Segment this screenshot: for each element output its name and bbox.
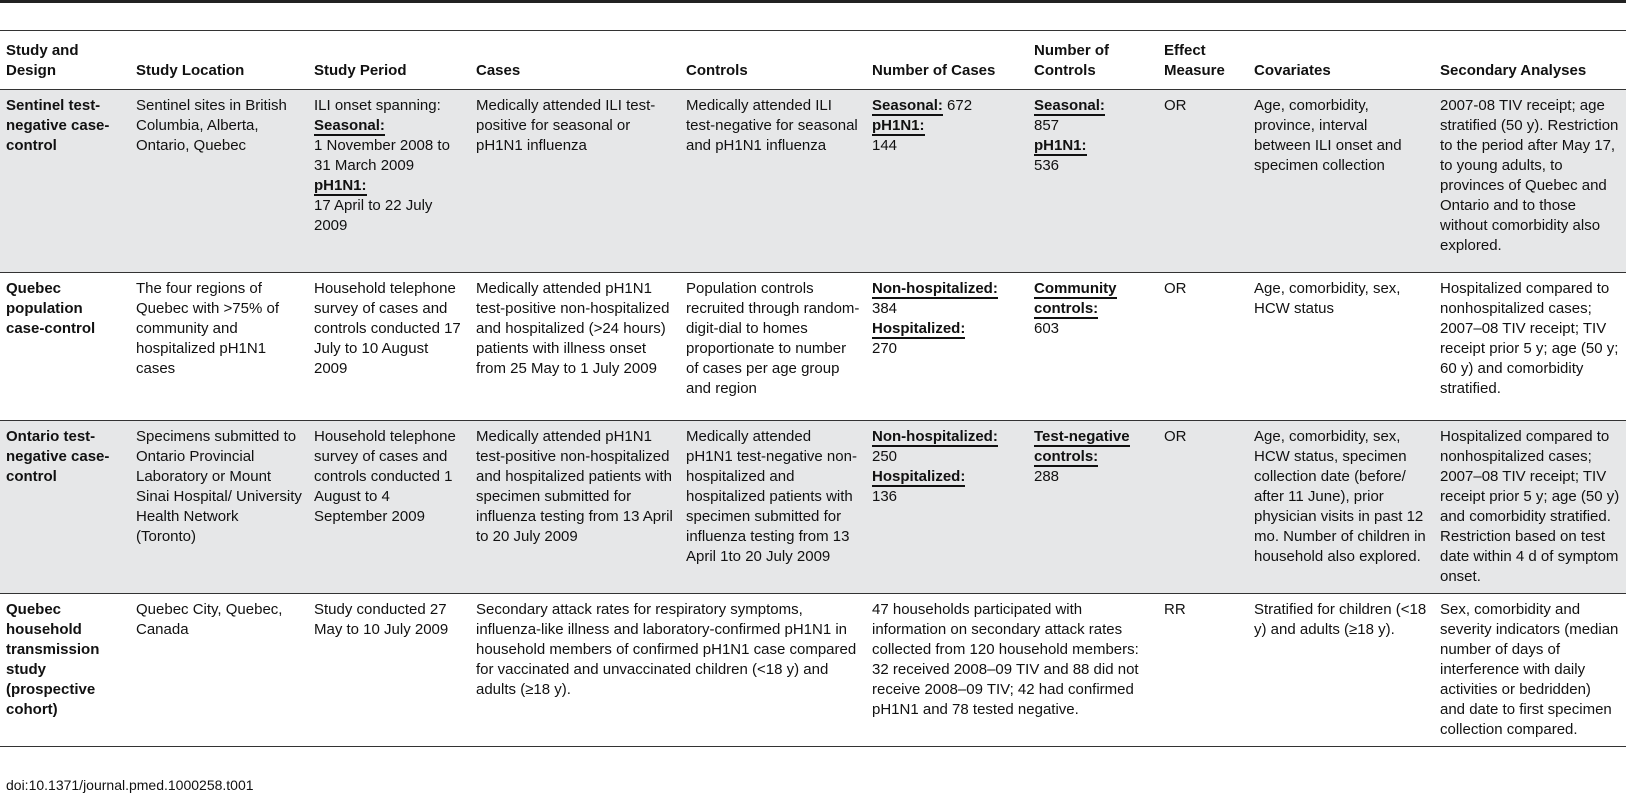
- period-text: 17 April to 22 July 2009: [314, 197, 433, 234]
- count-value: 270: [872, 340, 898, 357]
- count-value: 250: [872, 448, 898, 465]
- header-cases: Cases: [470, 31, 680, 90]
- count-label: pH1N1:: [1034, 137, 1087, 154]
- count-label: Non-hospitalized:: [872, 428, 998, 445]
- covariates-cell: Stratified for children (<18 y) and adults (≥18 y).: [1248, 594, 1434, 747]
- header-row: [0, 31, 1626, 90]
- covariates-cell: Age, comorbidity, sex, HCW status: [1248, 273, 1434, 421]
- header-study-location: Study Location: [130, 31, 308, 90]
- table-row: [0, 90, 1626, 273]
- doi-footer: doi:10.1371/journal.pmed.1000258.t001: [6, 777, 254, 793]
- effect-measure-cell: OR: [1158, 273, 1248, 421]
- table-row: [0, 273, 1626, 421]
- numbers-cell: 47 households participated with information on secondary attack rates collected from 120 household members: 32 received 2008–09 TIV and 88 did not receive 2008–09 TIV; 42 had confirmed pH1N1 and 78 tested negative.: [866, 594, 1158, 747]
- table-row: [0, 594, 1626, 747]
- number-of-controls-cell: [1028, 90, 1158, 273]
- period-text: 1 November 2008 to 31 March 2009: [314, 137, 450, 174]
- covariates-cell: Age, comorbidity, sex, HCW status, specimen collection date (before/ after 11 June), prior physician visits in past 12 mo. Number of children in household also explored.: [1248, 421, 1434, 594]
- study-period-cell: Study conducted 27 May to 10 July 2009: [308, 594, 470, 747]
- header-study-period: Study Period: [308, 31, 470, 90]
- period-label: Seasonal:: [314, 117, 385, 134]
- study-design-cell: Quebec household transmission study (prospective cohort): [0, 594, 130, 747]
- header-study-design: Study and Design: [0, 31, 130, 90]
- number-of-controls-cell: [1028, 421, 1158, 594]
- count-value: 536: [1034, 157, 1060, 174]
- count-label: pH1N1:: [872, 117, 925, 134]
- count-value: 672: [947, 97, 973, 114]
- period-intro: ILI onset spanning:: [314, 97, 441, 114]
- count-value: 603: [1034, 320, 1060, 337]
- effect-measure-cell: OR: [1158, 90, 1248, 273]
- controls-cell: Population controls recruited through random-digit-dial to homes proportionate to number of cases per age group and region: [680, 273, 866, 421]
- study-design-cell: Sentinel test-negative case-control: [0, 90, 130, 273]
- cases-cell: Medically attended pH1N1 test-positive non-hospitalized and hospitalized patients with specimen submitted for influenza testing from 13 April to 20 July 2009: [470, 421, 680, 594]
- study-period-cell: Household telephone survey of cases and controls conducted 17 July to 10 August 2009: [308, 273, 470, 421]
- covariates-cell: Age, comorbidity, province, interval between ILI onset and specimen collection: [1248, 90, 1434, 273]
- header-number-of-cases: Number of Cases: [866, 31, 1028, 90]
- study-location-cell: Specimens submitted to Ontario Provincial Laboratory or Mount Sinai Hospital/ University Health Network (Toronto): [130, 421, 308, 594]
- study-location-cell: Sentinel sites in British Columbia, Alberta, Ontario, Quebec: [130, 90, 308, 273]
- secondary-analyses-cell: Hospitalized compared to nonhospitalized cases; 2007–08 TIV receipt; TIV receipt prior 5 y; age (50 y) and comorbidity stratified. Restriction based on test date within 4 d of symptom onset.: [1434, 421, 1626, 594]
- cases-cell: Medically attended ILI test-positive for seasonal or pH1N1 influenza: [470, 90, 680, 273]
- header-covariates: Covariates: [1248, 31, 1434, 90]
- count-value: 384: [872, 300, 898, 317]
- study-design-cell: Ontario test-negative case-control: [0, 421, 130, 594]
- secondary-analyses-cell: 2007-08 TIV receipt; age stratified (50 y). Restriction to the period after May 17, to young adults, to provinces of Quebec and Ontario and to those without comorbidity also explored.: [1434, 90, 1626, 273]
- header-effect-measure: Effect Measure: [1158, 31, 1248, 90]
- study-period-cell: [308, 90, 470, 273]
- count-label: Seasonal:: [1034, 97, 1105, 114]
- study-location-cell: Quebec City, Quebec, Canada: [130, 594, 308, 747]
- controls-cell: Medically attended ILI test-negative for seasonal and pH1N1 influenza: [680, 90, 866, 273]
- count-value: 288: [1034, 468, 1060, 485]
- count-label: Community controls:: [1034, 280, 1117, 317]
- count-value: 857: [1034, 117, 1060, 134]
- effect-measure-cell: RR: [1158, 594, 1248, 747]
- table-row: [0, 421, 1626, 594]
- study-location-cell: The four regions of Quebec with >75% of community and hospitalized pH1N1 cases: [130, 273, 308, 421]
- count-label: Hospitalized:: [872, 320, 966, 337]
- number-of-cases-cell: [866, 90, 1028, 273]
- count-label: Hospitalized:: [872, 468, 966, 485]
- controls-cell: Medically attended pH1N1 test-negative non-hospitalized and hospitalized patients with specimen submitted for influenza testing from 13 April 1to 20 July 2009: [680, 421, 866, 594]
- study-design-cell: Quebec population case-control: [0, 273, 130, 421]
- count-value: 136: [872, 488, 898, 505]
- count-label: Seasonal:: [872, 97, 943, 114]
- number-of-cases-cell: [866, 421, 1028, 594]
- header-number-of-controls: Number of Controls: [1028, 31, 1158, 90]
- count-label: Test-negative controls:: [1034, 428, 1130, 465]
- study-period-cell: Household telephone survey of cases and controls conducted 1 August to 4 September 2009: [308, 421, 470, 594]
- count-value: 144: [872, 137, 898, 154]
- number-of-controls-cell: [1028, 273, 1158, 421]
- effect-measure-cell: OR: [1158, 421, 1248, 594]
- count-label: Non-hospitalized:: [872, 280, 998, 297]
- period-label: pH1N1:: [314, 177, 367, 194]
- secondary-analyses-cell: Sex, comorbidity and severity indicators (median number of days of interference with daily activities or bedridden) and date to first specimen collection compared.: [1434, 594, 1626, 747]
- secondary-analyses-cell: Hospitalized compared to nonhospitalized cases; 2007–08 TIV receipt; TIV receipt prior 5 y; age (50 y; 60 y) and comorbidity stratified.: [1434, 273, 1626, 421]
- header-controls: Controls: [680, 31, 866, 90]
- top-rule: [0, 0, 1626, 3]
- number-of-cases-cell: [866, 273, 1028, 421]
- header-secondary-analyses: Secondary Analyses: [1434, 31, 1626, 90]
- study-table: [0, 30, 1626, 747]
- cases-cell: Medically attended pH1N1 test-positive non-hospitalized and hospitalized (>24 hours) patients with illness onset from 25 May to 1 July 2009: [470, 273, 680, 421]
- cases-controls-cell: Secondary attack rates for respiratory symptoms, influenza-like illness and laboratory-confirmed pH1N1 in household members of confirmed pH1N1 case compared for vaccinated and unvaccinated children (<18 y) and adults (≥18 y).: [470, 594, 866, 747]
